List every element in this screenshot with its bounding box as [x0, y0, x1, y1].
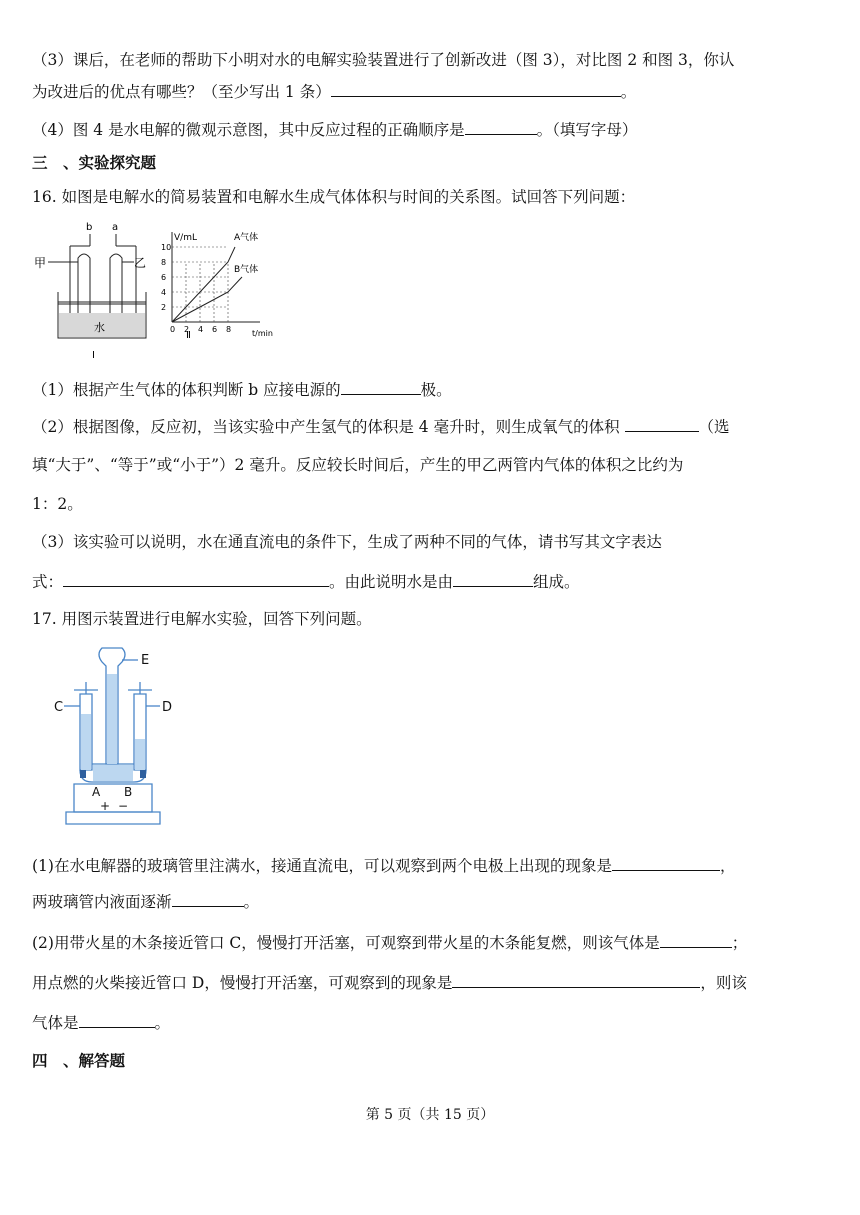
q17-part2-end2: ，则该 [700, 974, 747, 992]
series-a-label: A气体 [234, 233, 259, 243]
label-plus: + [100, 799, 111, 813]
q16-part1-text: （1）根据产生气体的体积判断 b 应接电源的 [32, 381, 341, 399]
q17-part2-text: (2)用带火星的木条接近管口 C，慢慢打开活塞，可观察到带火星的木条能复燃，则该气体是 [32, 934, 660, 952]
q17-part2-line2 [32, 972, 747, 993]
answer-blank[interactable] [612, 855, 720, 871]
q16-part3-end: 组成。 [533, 573, 580, 591]
graph-x-tick: 8 [226, 325, 232, 334]
q16-figure-graph [156, 226, 273, 362]
answer-blank[interactable] [452, 972, 700, 988]
q16-part2-line2: 填“大于”、“等于”或“小于”）2 毫升。反应较长时间后，产生的甲乙两管内气体的体积之比约为 [32, 456, 684, 474]
q16-stem: 16. 如图是电解水的简易装置和电解水生成气体体积与时间的关系图。试回答下列问题： [32, 188, 636, 206]
graph-x-tick: 2 [184, 325, 190, 334]
q17-part2-end3: 。 [154, 1014, 171, 1032]
q16-part2-line1 [32, 416, 730, 437]
answer-blank[interactable] [172, 891, 244, 907]
q17-part2-line1 [32, 932, 747, 953]
q16-part3-line1: （3）该实验可以说明，水在通直流电的条件下，生成了两种不同的气体，请书写其文字表达 [32, 533, 662, 551]
q17-part1-line2 [32, 891, 259, 912]
series-a-line [172, 247, 235, 322]
q17-part1-end: ， [719, 857, 736, 875]
answer-blank[interactable] [79, 1012, 155, 1028]
q15-part3-end: 。 [620, 83, 637, 101]
q15-part3-line1: （3）课后，在老师的帮助下小明对水的电解实验装置进行了创新改进（图 3），对比图 2 和图 3，你认 [32, 51, 735, 69]
figure-label-1: Ⅰ [92, 350, 95, 361]
label-e: E [141, 653, 150, 668]
q15-part4 [32, 119, 637, 140]
answer-blank[interactable] [660, 932, 732, 948]
q15-part4-end: 。（填写字母） [536, 121, 638, 139]
graph-y-tick: 2 [161, 303, 167, 312]
graph-y-tick: 10 [161, 243, 172, 252]
q16-part2-text: （2）根据图像，反应初，当该实验中产生氢气的体积是 4 毫升时，则生成氧气的体积 [32, 418, 625, 436]
q15-part3-line2 [32, 81, 636, 102]
answer-blank[interactable] [341, 379, 421, 395]
q16-part2-line3: 1：2。 [32, 495, 83, 513]
label-electrode-a: A [92, 785, 101, 799]
graph-y-tick: 4 [161, 288, 167, 297]
figure-label-2: Ⅱ [186, 330, 191, 341]
q17-part1-text2: 两玻璃管内液面逐渐 [32, 893, 172, 911]
q17-part2-text3: 气体是 [32, 1014, 79, 1032]
q17-part2-end: ； [731, 934, 748, 952]
q17-part1-line1 [32, 855, 735, 876]
q16-figure-apparatus [34, 218, 154, 362]
answer-blank[interactable] [625, 416, 699, 432]
label-yi: 乙 [134, 256, 147, 270]
section-heading-4: 四 、解答题 [32, 1051, 126, 1070]
series-b-line [172, 277, 242, 322]
section-heading-3: 三 、实验探究题 [32, 153, 157, 172]
q16-part3-line2 [32, 571, 580, 592]
graph-y-label: V/mL [174, 233, 197, 243]
q17-stem: 17. 用图示装置进行电解水实验，回答下列问题。 [32, 610, 372, 628]
label-c: C [54, 700, 64, 715]
answer-blank[interactable] [465, 119, 537, 135]
answer-blank[interactable] [331, 81, 621, 97]
label-electrode-b: B [124, 785, 133, 799]
answer-blank[interactable] [63, 571, 329, 587]
answer-blank[interactable] [453, 571, 533, 587]
label-minus: − [118, 799, 129, 813]
q15-part3-text: 为改进后的优点有哪些？（至少写出 1 条） [32, 83, 331, 101]
label-b: b [86, 222, 93, 233]
graph-x-tick: 0 [170, 325, 176, 334]
q17-part2-text2: 用点燃的火柴接近管口 D，慢慢打开活塞，可观察到的现象是 [32, 974, 453, 992]
label-jia: 甲 [34, 256, 47, 270]
q17-part1-end2: 。 [243, 893, 260, 911]
q15-part4-text: （4）图 4 是水电解的微观示意图，其中反应过程的正确顺序是 [32, 121, 465, 139]
q16-part1-end: 极。 [420, 381, 452, 399]
label-water: 水 [94, 321, 105, 334]
q17-part2-line3 [32, 1012, 170, 1033]
page-footer: 第 5 页（共 15 页） [365, 1107, 495, 1123]
graph-x-tick: 4 [198, 325, 204, 334]
q16-part2-end: （选 [698, 418, 730, 436]
graph-y-tick: 8 [161, 258, 167, 267]
graph-y-tick: 6 [161, 273, 167, 282]
q16-part1 [32, 379, 452, 400]
q17-figure-hoffman [52, 644, 182, 834]
q17-part1-text: (1)在水电解器的玻璃管里注满水，接通直流电，可以观察到两个电极上出现的现象是 [32, 857, 612, 875]
graph-x-tick: 6 [212, 325, 218, 334]
label-d: D [162, 700, 173, 715]
series-b-label: B气体 [234, 265, 259, 275]
q16-part3-mid: 。由此说明水是由 [329, 573, 454, 591]
q16-part3-text: 式： [32, 573, 64, 591]
graph-x-label: t/min [252, 329, 273, 338]
label-a: a [112, 222, 119, 233]
